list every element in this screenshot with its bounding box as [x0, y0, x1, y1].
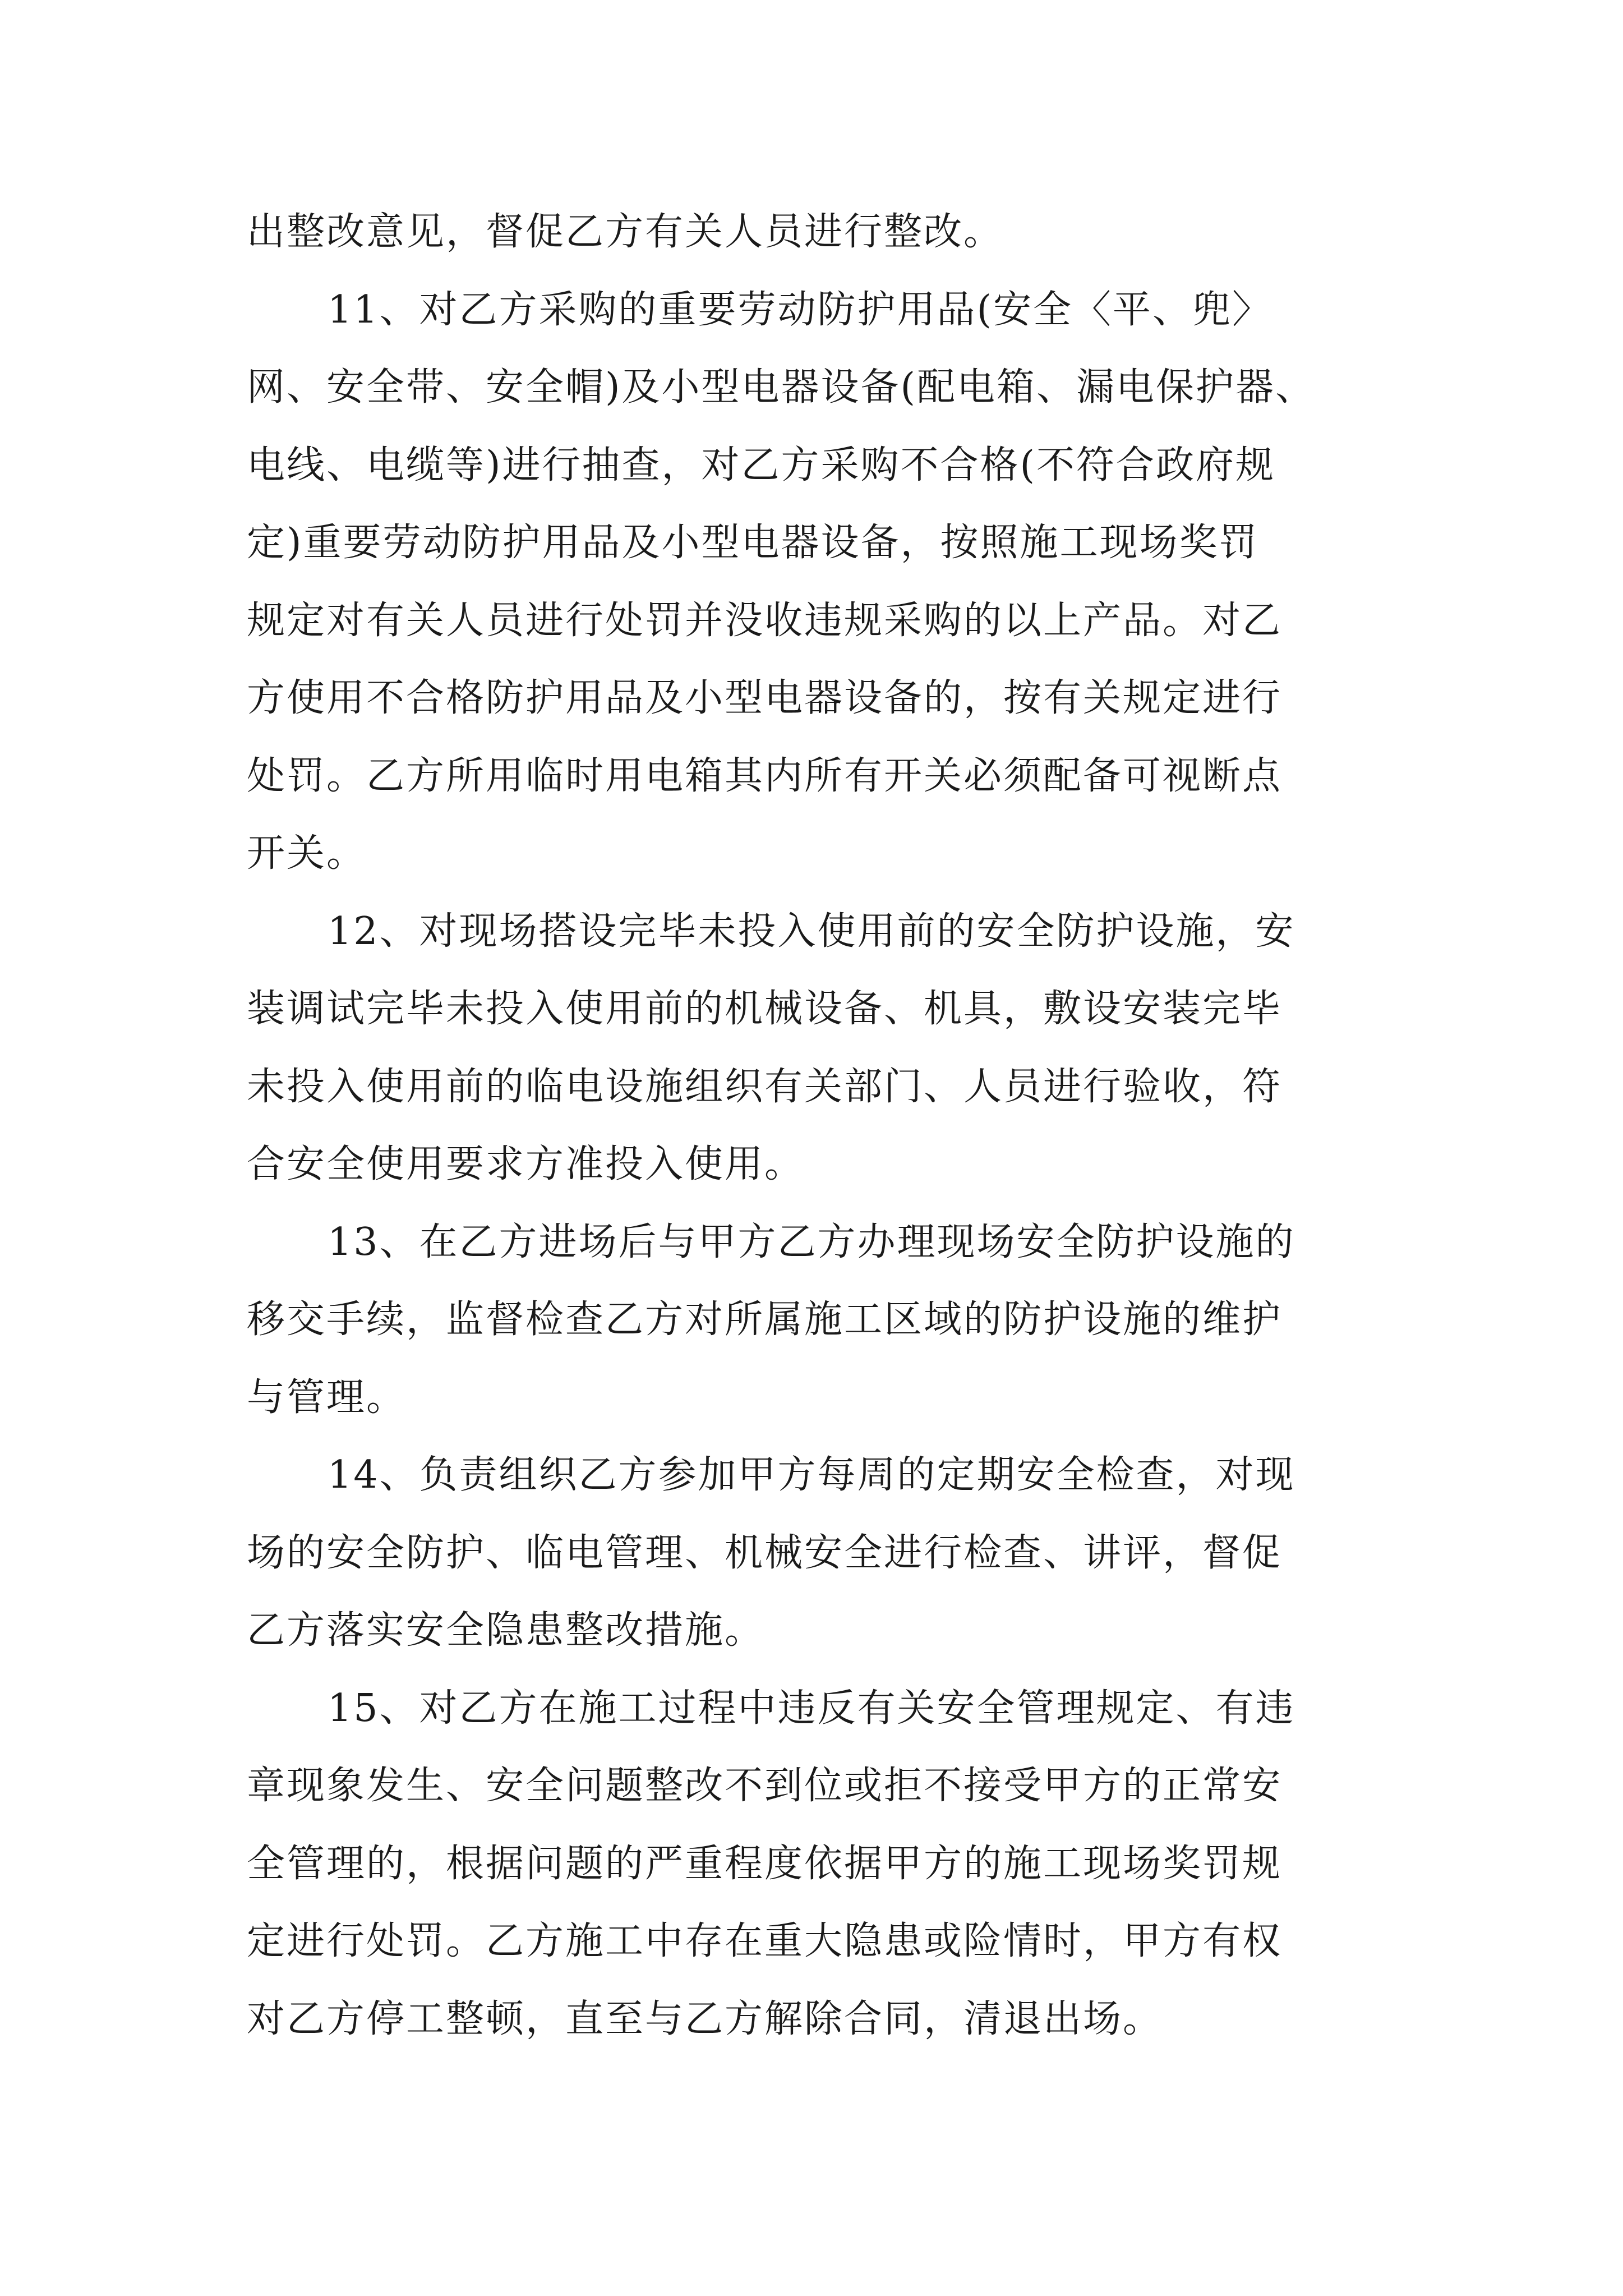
text-line: 全管理的，根据问题的严重程度依据甲方的施工现场奖罚规 — [247, 1841, 1283, 1886]
text-line: 对乙方停工整顿，直至与乙方解除合同，清退出场。 — [247, 1996, 1163, 2041]
document-body — [247, 194, 1391, 2058]
text-line: 电线、电缆等)进行抽查，对乙方采购不合格(不符合政府规 — [247, 443, 1276, 487]
text-line: 与管理。 — [247, 1375, 407, 1420]
text-line: 15、对乙方在施工过程中违反有关安全管理规定、有违 — [328, 1686, 1295, 1731]
text-line: 未投入使用前的临电设施组织有关部门、人员进行验收，符 — [247, 1064, 1283, 1109]
text-line: 定)重要劳动防护用品及小型电器设备，按照施工现场奖罚 — [247, 521, 1259, 565]
text-line: 开关。 — [247, 831, 367, 876]
text-line: 章现象发生、安全问题整改不到位或拒不接受甲方的正常安 — [247, 1764, 1283, 1808]
text-line: 14、负责组织乙方参加甲方每周的定期安全检查，对现 — [328, 1453, 1295, 1497]
paragraph — [247, 893, 1391, 1204]
paragraph — [247, 1437, 1391, 1670]
paragraph — [247, 1670, 1391, 2059]
text-line: 乙方落实安全隐患整改措施。 — [247, 1608, 765, 1653]
text-line: 网、安全带、安全帽)及小型电器设备(配电箱、漏电保护器、 — [247, 365, 1316, 409]
text-line: 移交手续，监督检查乙方对所属施工区域的防护设施的维护 — [247, 1297, 1283, 1342]
text-line: 装调试完毕未投入使用前的机械设备、机具，敷设安装完毕 — [247, 987, 1283, 1031]
paragraph — [247, 272, 1391, 893]
text-line: 12、对现场搭设完毕未投入使用前的安全防护设施，安 — [328, 909, 1295, 954]
text-line: 规定对有关人员进行处罚并没收违规采购的以上产品。对乙 — [247, 598, 1283, 643]
text-line: 13、在乙方进场后与甲方乙方办理现场安全防护设施的 — [328, 1220, 1295, 1264]
paragraph — [247, 194, 1391, 272]
text-line: 方使用不合格防护用品及小型电器设备的，按有关规定进行 — [247, 676, 1283, 720]
text-line: 处罚。乙方所用临时用电箱其内所有开关必须配备可视断点 — [247, 753, 1283, 798]
text-line: 定进行处罚。乙方施工中存在重大隐患或险情时，甲方有权 — [247, 1919, 1283, 1963]
paragraph — [247, 1204, 1391, 1437]
text-line: 场的安全防护、临电管理、机械安全进行检查、讲评，督促 — [247, 1530, 1283, 1575]
text-line: 出整改意见，督促乙方有关人员进行整改。 — [247, 210, 1004, 254]
text-line: 11、对乙方采购的重要劳动防护用品(安全〈平、兜〉 — [328, 287, 1272, 332]
text-line: 合安全使用要求方准投入使用。 — [247, 1142, 805, 1186]
